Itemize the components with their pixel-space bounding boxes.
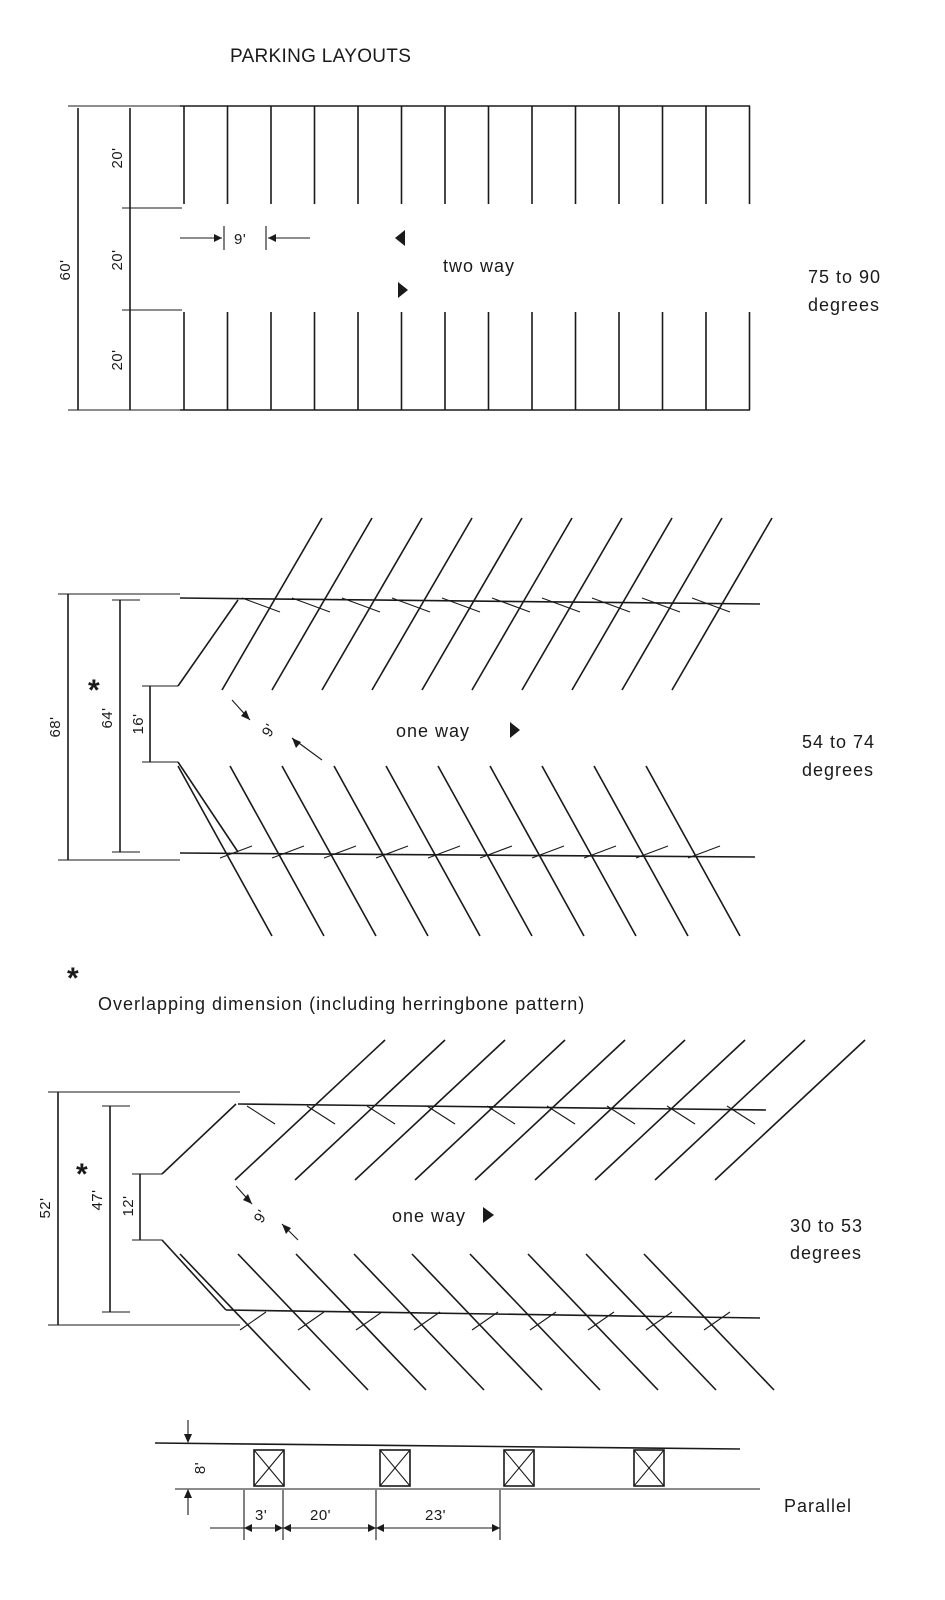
stall-line xyxy=(594,766,688,936)
aisle-width-dimension: 12' xyxy=(120,1195,137,1217)
aisle-width-dimension: 16' xyxy=(130,713,147,735)
total-depth-dimension: 60' xyxy=(57,259,74,281)
layout-54-74-degrees xyxy=(47,518,875,936)
arrow-right-icon xyxy=(398,282,408,298)
angle-label-line-1: 75 to 90 xyxy=(808,267,882,287)
stall-lines-bottom xyxy=(180,1254,774,1390)
stall-line xyxy=(655,1040,805,1180)
layout-parallel xyxy=(155,1420,852,1540)
stall-end-tick xyxy=(307,1106,335,1124)
stall-end-tick xyxy=(247,1106,275,1124)
stall-line xyxy=(528,1254,658,1390)
stall-line xyxy=(415,1040,565,1180)
stall-line xyxy=(178,766,272,936)
stall-line xyxy=(334,766,428,936)
total-depth-dimension: 68' xyxy=(47,716,64,738)
arrow-right-icon xyxy=(510,722,520,738)
footnote-text: Overlapping dimension (including herringbone pattern) xyxy=(98,994,586,1014)
parallel-label: Parallel xyxy=(784,1496,853,1516)
parallel-stall-markers xyxy=(254,1450,664,1486)
layout-30-53-degrees xyxy=(37,1040,865,1390)
stall-length-dimension: 20' xyxy=(310,1507,332,1524)
stall-line xyxy=(296,1254,426,1390)
stall-width-dimension: 9' xyxy=(250,1206,272,1226)
stall-line xyxy=(230,766,324,936)
stall-lines-bottom xyxy=(178,766,740,936)
stall-end-tick xyxy=(427,1106,455,1124)
arrow-right-icon xyxy=(483,1207,494,1223)
stall-end-tick xyxy=(547,1106,575,1124)
aisle-width-dimension: 20' xyxy=(109,249,126,271)
stall-line xyxy=(542,766,636,936)
overlap-depth-dimension: 47' xyxy=(89,1189,106,1211)
overlap-asterisk: * xyxy=(88,674,100,707)
stall-line xyxy=(235,1040,385,1180)
layout-90-degrees xyxy=(57,106,881,410)
stall-line xyxy=(438,766,532,936)
stall-line xyxy=(386,766,480,936)
traffic-direction-label: one way xyxy=(396,721,471,741)
stall-depth-bottom-dimension: 20' xyxy=(109,349,126,371)
stall-line xyxy=(644,1254,774,1390)
stall-end-tick xyxy=(487,1106,515,1124)
stall-line xyxy=(282,766,376,936)
stall-width-dimension: 9' xyxy=(234,231,247,248)
angle-label-line-2: degrees xyxy=(802,760,875,780)
stall-line xyxy=(646,766,740,936)
angle-label-line-2: degrees xyxy=(808,295,881,315)
overlap-depth-dimension: 64' xyxy=(99,707,116,729)
curb-width-dimension: 8' xyxy=(192,1461,209,1475)
stall-line xyxy=(354,1254,484,1390)
angle-label-line-1: 54 to 74 xyxy=(802,732,876,752)
stall-lines-bottom xyxy=(184,312,750,410)
traffic-direction-label: one way xyxy=(392,1206,467,1226)
stall-width-dimension: 9' xyxy=(258,720,280,740)
stall-end-tick xyxy=(367,1106,395,1124)
stall-line xyxy=(475,1040,625,1180)
stall-line xyxy=(295,1040,445,1180)
stall-depth-top-dimension: 20' xyxy=(109,147,126,169)
stall-lines-top xyxy=(235,1040,865,1180)
arrow-left-icon xyxy=(395,230,405,246)
stall-line xyxy=(355,1040,505,1180)
stall-line xyxy=(180,1254,310,1390)
stall-spacing-dimension: 23' xyxy=(425,1507,447,1524)
stall-line xyxy=(470,1254,600,1390)
page-title: PARKING LAYOUTS xyxy=(230,46,412,67)
stall-line xyxy=(412,1254,542,1390)
overlap-asterisk: * xyxy=(76,1158,88,1191)
stall-line xyxy=(586,1254,716,1390)
stall-end-tick xyxy=(727,1106,755,1124)
gap-dimension: 3' xyxy=(255,1507,268,1524)
total-depth-dimension: 52' xyxy=(37,1197,54,1219)
footnote xyxy=(67,962,585,1014)
traffic-direction-label: two way xyxy=(443,256,516,276)
stall-line xyxy=(535,1040,685,1180)
stall-line xyxy=(490,766,584,936)
stall-line xyxy=(238,1254,368,1390)
angle-label-line-1: 30 to 53 xyxy=(790,1216,864,1236)
footnote-asterisk: * xyxy=(67,962,79,995)
stall-lines-top xyxy=(184,106,750,204)
angle-label-line-2: degrees xyxy=(790,1243,863,1263)
